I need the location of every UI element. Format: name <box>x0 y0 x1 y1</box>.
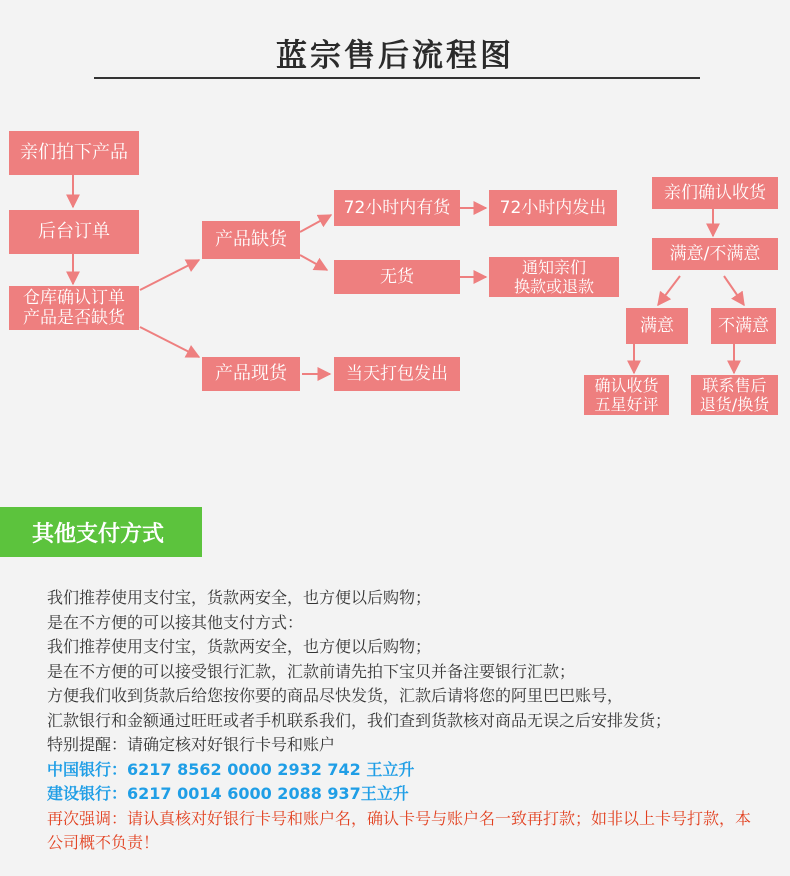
page-title: 蓝宗售后流程图 <box>276 38 514 74</box>
arrow-outofstock-to-nostock <box>300 255 327 270</box>
flow-box-satisfied: 满意 <box>626 308 688 344</box>
info-line: 我们推荐使用支付宝，货款两安全，也方便以后购物； <box>47 637 432 656</box>
flow-box-buyer-purchase: 亲们拍下产品 <box>9 131 139 175</box>
info-line: 方便我们收到货款后给您按你要的商品尽快发货，汇款后请将您的阿里巴巴账号， <box>47 686 624 705</box>
payment-info <box>47 586 762 856</box>
flow-box-not-satisfied: 不满意 <box>711 308 776 344</box>
flow-box-confirm-receipt: 亲们确认收货 <box>652 177 778 209</box>
flow-box-ship-72h: 72小时内发出 <box>489 190 617 226</box>
info-line: 我们推荐使用支付宝，货款两安全，也方便以后购物； <box>47 588 432 607</box>
arrow-choice-to-notsatisfied <box>724 276 744 305</box>
flow-box-warehouse-check: 仓库确认订单 产品是否缺货 <box>9 286 139 330</box>
flow-box-backend-order: 后台订单 <box>9 210 139 254</box>
flow-box-satisfied-or-not: 满意/不满意 <box>652 238 778 270</box>
flow-box-out-of-stock: 产品缺货 <box>202 221 300 259</box>
warning-text: 再次强调：请认真核对好银行卡号和账户名，确认卡号与账户名一致再打款；如非以上卡号打款，本公司概不负责！ <box>47 808 752 852</box>
arrow-warehouse-to-instock <box>140 327 199 357</box>
info-line: 是在不方便的可以接受银行汇款，汇款前请先拍下宝贝并备注要银行汇款； <box>47 661 576 681</box>
flow-box-no-stock: 无货 <box>334 260 460 294</box>
flow-box-in-stock: 产品现货 <box>202 357 300 391</box>
arrow-choice-to-satisfied <box>658 276 680 305</box>
info-line: 是在不方便的可以接其他支付方式： <box>47 612 304 632</box>
flow-box-same-day-ship: 当天打包发出 <box>334 357 460 391</box>
flow-box-confirm-review: 确认收货 五星好评 <box>584 375 669 415</box>
info-line: 特别提醒：请确定核对好银行卡号和账户 <box>47 735 336 754</box>
info-line: 汇款银行和金额通过旺旺或者手机联系我们，我们查到货款核对商品无误之后安排发货； <box>47 710 672 730</box>
bank-account-boc: 中国银行：6217 8562 0000 2932 742 王立升 <box>47 759 415 779</box>
flow-box-contact-service: 联系售后 退货/换货 <box>691 375 778 415</box>
bank-account-ccb: 建设银行：6217 0014 6000 2088 937王立升 <box>47 784 409 803</box>
flow-box-notify: 通知亲们 换款或退款 <box>489 257 619 297</box>
section-banner-other-payment: 其他支付方式 <box>0 507 202 557</box>
arrow-warehouse-to-outofstock <box>140 260 199 290</box>
arrow-outofstock-to-restock <box>300 215 331 232</box>
flow-box-restock-72h: 72小时内有货 <box>334 190 460 226</box>
